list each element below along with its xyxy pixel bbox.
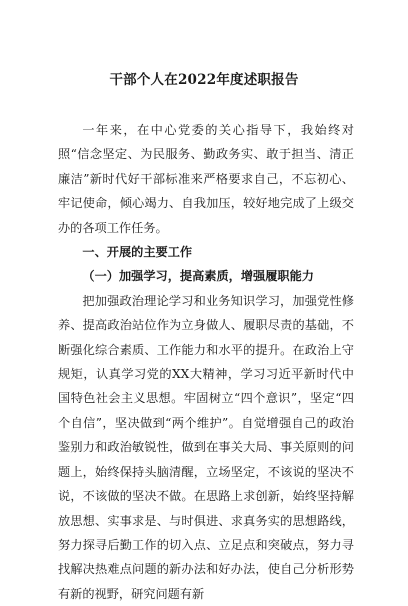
body-paragraph: 把加强政治理论学习和业务知识学习，加强党性修养、提高政治站位作为立身做人、履职尽责的基础，不断强化综合素质、工作能力和水平的提升。在政治上守规矩，认真学习党的XX大精神，学习习近平新时代中国特色社会主义思想。牢固树立“四个意识”，坚定“四个自信”，坚决做到“两个维护”。自觉增强自己的政治鉴别力和政治敏锐性，做到在事关大局、事关原则的问题上，始终保持头脑清醒，立场坚定，不该说的坚决不说，不该做的坚决不做。在思路上求创新，始终坚持解放思想、实事求是、与时俱进、求真务实的思想路线，努力探寻后勤工作的切入点、立足点和突破点，努力寻找解决热难点问题的新办法和好办法，使自己分析形势有新的视野，研究问题有新: [58, 293, 354, 601]
section-heading: 一、开展的主要工作: [82, 245, 193, 260]
intro-paragraph: 一年来，在中心党委的关心指导下，我始终对照“信念坚定、为民服务、勤政务实、敢于担当、清正廉洁”新时代好干部标准来严格要求自己，不忘初心、牢记使命，倾心竭力、自我加压，较好地完成了上级交办的各项工作任务。: [58, 123, 354, 235]
document-title: 干部个人在2022年度述职报告: [109, 72, 299, 88]
subsection-heading: （一）加强学习，提高素质，增强履职能力: [82, 269, 314, 284]
document-body: [58, 118, 354, 606]
